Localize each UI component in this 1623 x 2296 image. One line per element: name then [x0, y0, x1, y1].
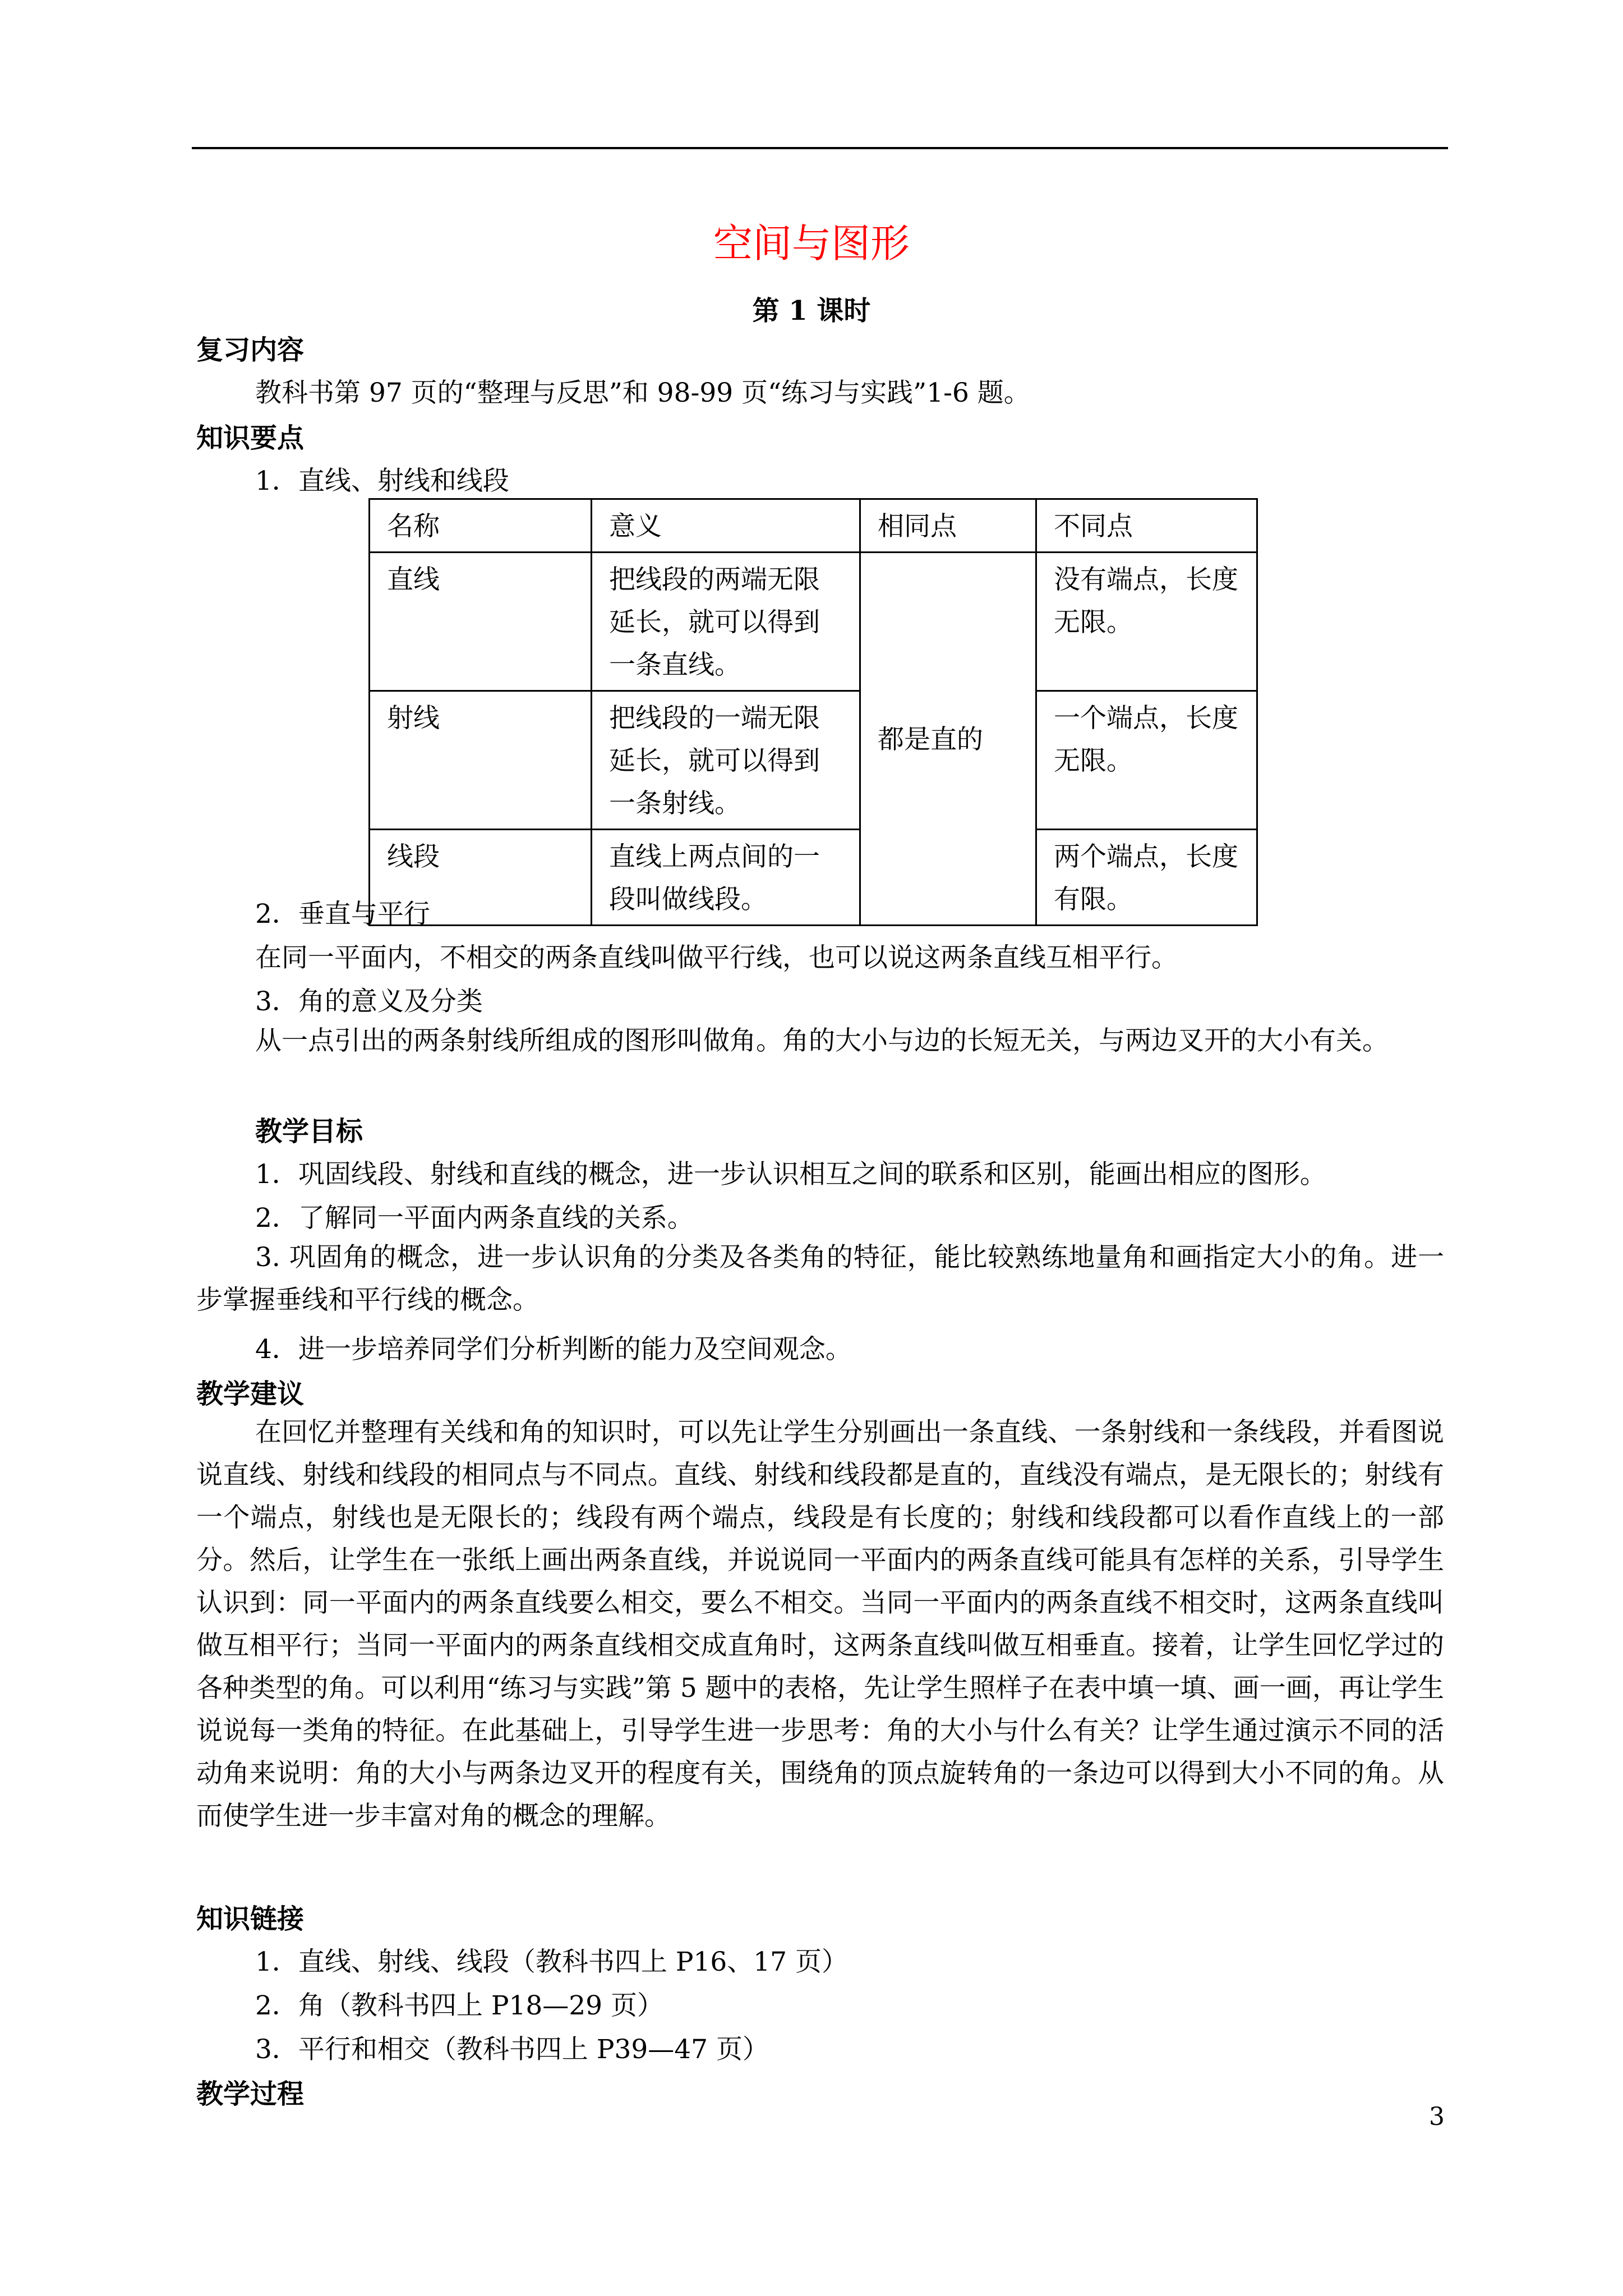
- header-rule: [192, 147, 1448, 149]
- link-item: 2．角（教科书四上 P18—29 页）: [255, 1990, 664, 2021]
- key-point-1: 1．直线、射线和线段: [255, 466, 509, 496]
- table-cell-diff: 一个端点，长度无限。: [1036, 691, 1257, 830]
- goal-item: 4．进一步培养同学们分析判断的能力及空间观念。: [255, 1334, 852, 1365]
- table-cell-meaning: 把线段的一端无限延长，就可以得到一条射线。: [592, 691, 860, 830]
- table-row: [370, 553, 1257, 691]
- table-cell-name: 射线: [370, 691, 592, 830]
- review-content-text: 教科书第 97 页的“整理与反思”和 98-99 页“练习与实践”1-6 题。: [255, 378, 1030, 408]
- key-point-2: 2．垂直与平行: [255, 899, 430, 930]
- table-row: [370, 691, 1257, 830]
- table-cell-meaning: 把线段的两端无限延长，就可以得到一条直线。: [592, 553, 860, 691]
- table-cell-diff: 两个端点，长度有限。: [1036, 830, 1257, 926]
- table-header-cell: 不同点: [1036, 499, 1257, 553]
- heading-review-content: 复习内容: [196, 334, 305, 366]
- heading-teaching-goals: 教学目标: [255, 1116, 363, 1147]
- heading-key-points: 知识要点: [196, 422, 305, 454]
- key-point-2-text: 在同一平面内，不相交的两条直线叫做平行线，也可以说这两条直线互相平行。: [255, 942, 1178, 973]
- table-cell-name: 线段: [370, 830, 592, 926]
- page-title: 空间与图形: [713, 220, 910, 266]
- page-number: 3: [1429, 2102, 1445, 2131]
- key-point-3: 3．角的意义及分类: [255, 986, 483, 1017]
- goal-item: 2．了解同一平面内两条直线的关系。: [255, 1203, 694, 1234]
- table-cell-diff: 没有端点，长度无限。: [1036, 553, 1257, 691]
- goal-item: 3. 巩固角的概念，进一步认识角的分类及各类角的特征，能比较熟练地量角和画指定大小的角。进一步掌握垂线和平行线的概念。: [196, 1242, 1444, 1315]
- lesson-subtitle: 第 1 课时: [752, 295, 871, 326]
- table-cell-name: 直线: [370, 553, 592, 691]
- table-header-row: [370, 499, 1257, 553]
- key-point-3-text: 从一点引出的两条射线所组成的图形叫做角。角的大小与边的长短无关，与两边叉开的大小有关。: [255, 1025, 1389, 1056]
- lines-table: [368, 498, 1258, 926]
- heading-knowledge-links: 知识链接: [196, 1903, 305, 1935]
- link-item: 3．平行和相交（教科书四上 P39—47 页）: [255, 2034, 769, 2065]
- heading-teaching-process: 教学过程: [196, 2078, 305, 2110]
- table-header-cell: 意义: [592, 499, 860, 553]
- heading-teaching-suggestions: 教学建议: [196, 1378, 305, 1410]
- table-header-cell: 名称: [370, 499, 592, 553]
- teaching-suggestions-text: 在回忆并整理有关线和角的知识时，可以先让学生分别画出一条直线、一条射线和一条线段，并看图说说直线、射线和线段的相同点与不同点。直线、射线和线段都是直的，直线没有端点，是无限长的；射线有一个端点，射线也是无限长的；线段有两个端点，线段是有长度的；射线和线段都可以看作直线上的一部分。然后，让学生在一张纸上画出两条直线，并说说同一平面内的两条直线可能具有怎样的关系，引导学生认识到：同一平面内的两条直线要么相交，要么不相交。当同一平面内的两条直线不相交时，这两条直线叫做互相平行；当同一平面内的两条直线相交成直角时，这两条直线叫做互相垂直。接着，让学生回忆学过的各种类型的角。可以利用“练习与实践”第 5 题中的表格，先让学生照样子在表中填一填、画一画，再让学生说说每一类角的特征。在此基础上，引导学生进一步思考：角的大小与什么有关？让学生通过演示不同的活动角来说明：角的大小与两条边叉开的程度有关，围绕角的顶点旋转角的一条边可以得到大小不同的角。从而使学生进一步丰富对角的概念的理解。: [196, 1417, 1444, 1832]
- table-header-cell: 相同点: [860, 499, 1036, 553]
- link-item: 1．直线、射线、线段（教科书四上 P16、17 页）: [255, 1947, 849, 1977]
- table-cell-same: 都是直的: [860, 553, 1036, 926]
- table-row: [370, 830, 1257, 926]
- table-cell-meaning: 直线上两点间的一段叫做线段。: [592, 830, 860, 926]
- goal-item: 1．巩固线段、射线和直线的概念，进一步认识相互之间的联系和区别，能画出相应的图形。: [255, 1159, 1326, 1190]
